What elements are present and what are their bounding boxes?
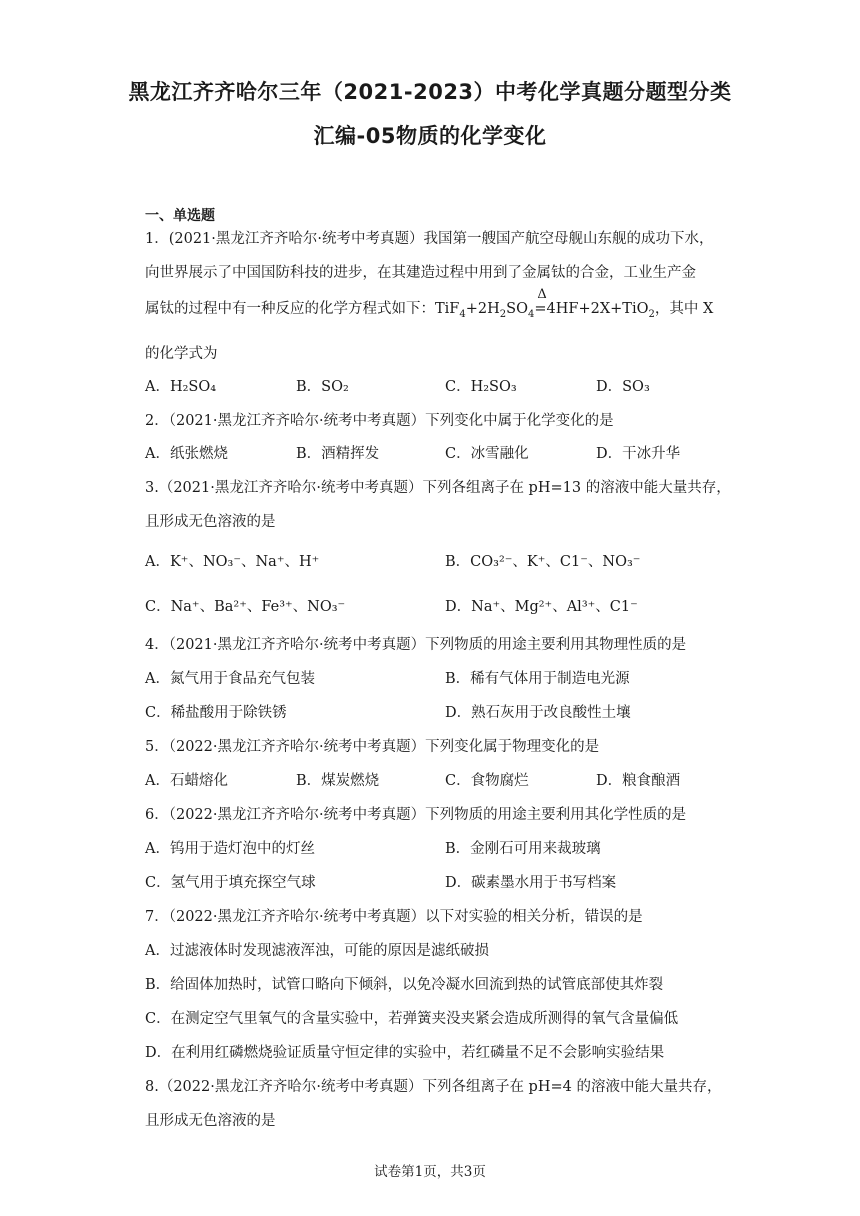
q4-option-d: D．熟石灰用于改良酸性土壤: [445, 705, 631, 721]
q3-option-c: C．Na⁺、Ba²⁺、Fe³⁺、NO₃⁻: [145, 599, 346, 615]
q5-option-a: A．石蜡熔化: [145, 773, 228, 789]
q7-stem: 7．（2022·黑龙江齐齐哈尔·统考中考真题）以下对实验的相关分析，错误的是: [145, 909, 643, 925]
q1-stem-line2: 向世界展示了中国国防科技的进步，在其建造过程中用到了金属钛的合金，工业生产金: [145, 265, 696, 281]
q6-option-d: D．碳素墨水用于书写档案: [445, 875, 617, 891]
q7-option-c: C．在测定空气里氧气的含量实验中，若弹簧夹没夹紧会造成所测得的氧气含量偏低: [145, 1011, 679, 1027]
q2-option-d: D．干冰升华: [596, 446, 681, 462]
heat-delta-symbol: Δ: [537, 287, 547, 302]
q5-option-b: B．煤炭燃烧: [296, 773, 380, 789]
q8-stem-line2: 且形成无色溶液的是: [145, 1113, 276, 1129]
q4-option-b: B．稀有气体用于制造电光源: [445, 671, 630, 687]
q1-stem-line1: 1．(2021·黑龙江齐齐哈尔·统考中考真题）我国第一艘国产航空母舰山东舰的成功下水，: [145, 231, 714, 247]
q2-stem: 2．（2021·黑龙江齐齐哈尔·统考中考真题）下列变化中属于化学变化的是: [145, 413, 614, 429]
q1-stem-line3-text: 属钛的过程中有一种反应的化学方程式如下：: [145, 301, 435, 317]
q3-option-b: B．CO₃²⁻、K⁺、C1⁻、NO₃⁻: [445, 554, 641, 570]
q1-stem-line4: 的化学式为: [145, 346, 218, 362]
q3-stem-line1: 3.（2021·黑龙江齐齐哈尔·统考中考真题）下列各组离子在 pH=13 的溶液中能大量共存，: [145, 480, 731, 496]
q5-stem: 5．（2022·黑龙江齐齐哈尔·统考中考真题）下列变化属于物理变化的是: [145, 739, 600, 755]
q7-option-b: B．给固体加热时，试管口略向下倾斜，以免冷凝水回流到热的试管底部使其炸裂: [145, 977, 664, 993]
q6-stem: 6．（2022·黑龙江齐齐哈尔·统考中考真题）下列物质的用途主要利用其化学性质的是: [145, 807, 687, 823]
q6-option-b: B．金刚石可用来裁玻璃: [445, 841, 601, 857]
q3-option-a: A．K⁺、NO₃⁻、Na⁺、H⁺: [145, 554, 320, 570]
q3-stem-line2: 且形成无色溶液的是: [145, 514, 276, 530]
q3-option-d: D．Na⁺、Mg²⁺、Al³⁺、C1⁻: [445, 599, 638, 615]
q1-stem-line3: [145, 287, 714, 320]
q1-option-d: D．SO₃: [596, 379, 650, 395]
q1-option-a: A．H₂SO₄: [145, 379, 217, 395]
q2-option-a: A．纸张燃烧: [145, 446, 228, 462]
q1-equation: $TiF_4+2H_2SO_4$ Δ =4HF+2X+TiO$_2$: [435, 287, 655, 320]
page-footer: 试卷第1页，共3页: [374, 1164, 486, 1180]
q1-option-b: B．SO₂: [296, 379, 349, 395]
q4-option-a: A．氮气用于食品充气包装: [145, 671, 315, 687]
q2-option-c: C．冰雪融化: [445, 446, 529, 462]
q1-option-c: C．H₂SO₃: [445, 379, 517, 395]
document-title-line2: 汇编-05物质的化学变化: [313, 124, 547, 148]
q8-stem-line1: 8.（2022·黑龙江齐齐哈尔·统考中考真题）下列各组离子在 pH=4 的溶液中能大量共存，: [145, 1079, 722, 1095]
q4-stem: 4．（2021·黑龙江齐齐哈尔·统考中考真题）下列物质的用途主要利用其物理性质的是: [145, 637, 687, 653]
q6-option-a: A．钨用于造灯泡中的灯丝: [145, 841, 315, 857]
q6-option-c: C．氢气用于填充探空气球: [145, 875, 316, 891]
q7-option-a: A．过滤液体时发现滤液浑浊，可能的原因是滤纸破损: [145, 943, 489, 959]
q2-option-b: B．酒精挥发: [296, 446, 380, 462]
q4-option-c: C．稀盐酸用于除铁锈: [145, 705, 287, 721]
q1-stem-line3-end: ，其中 X: [654, 301, 714, 317]
document-title-line1: 黑龙江齐齐哈尔三年（2021-2023）中考化学真题分题型分类: [128, 80, 732, 104]
section-heading: 一、单选题: [145, 208, 215, 224]
q5-option-c: C．食物腐烂: [445, 773, 529, 789]
q5-option-d: D．粮食酿酒: [596, 773, 681, 789]
q7-option-d: D．在利用红磷燃烧验证质量守恒定律的实验中，若红磷量不足不会影响实验结果: [145, 1045, 665, 1061]
